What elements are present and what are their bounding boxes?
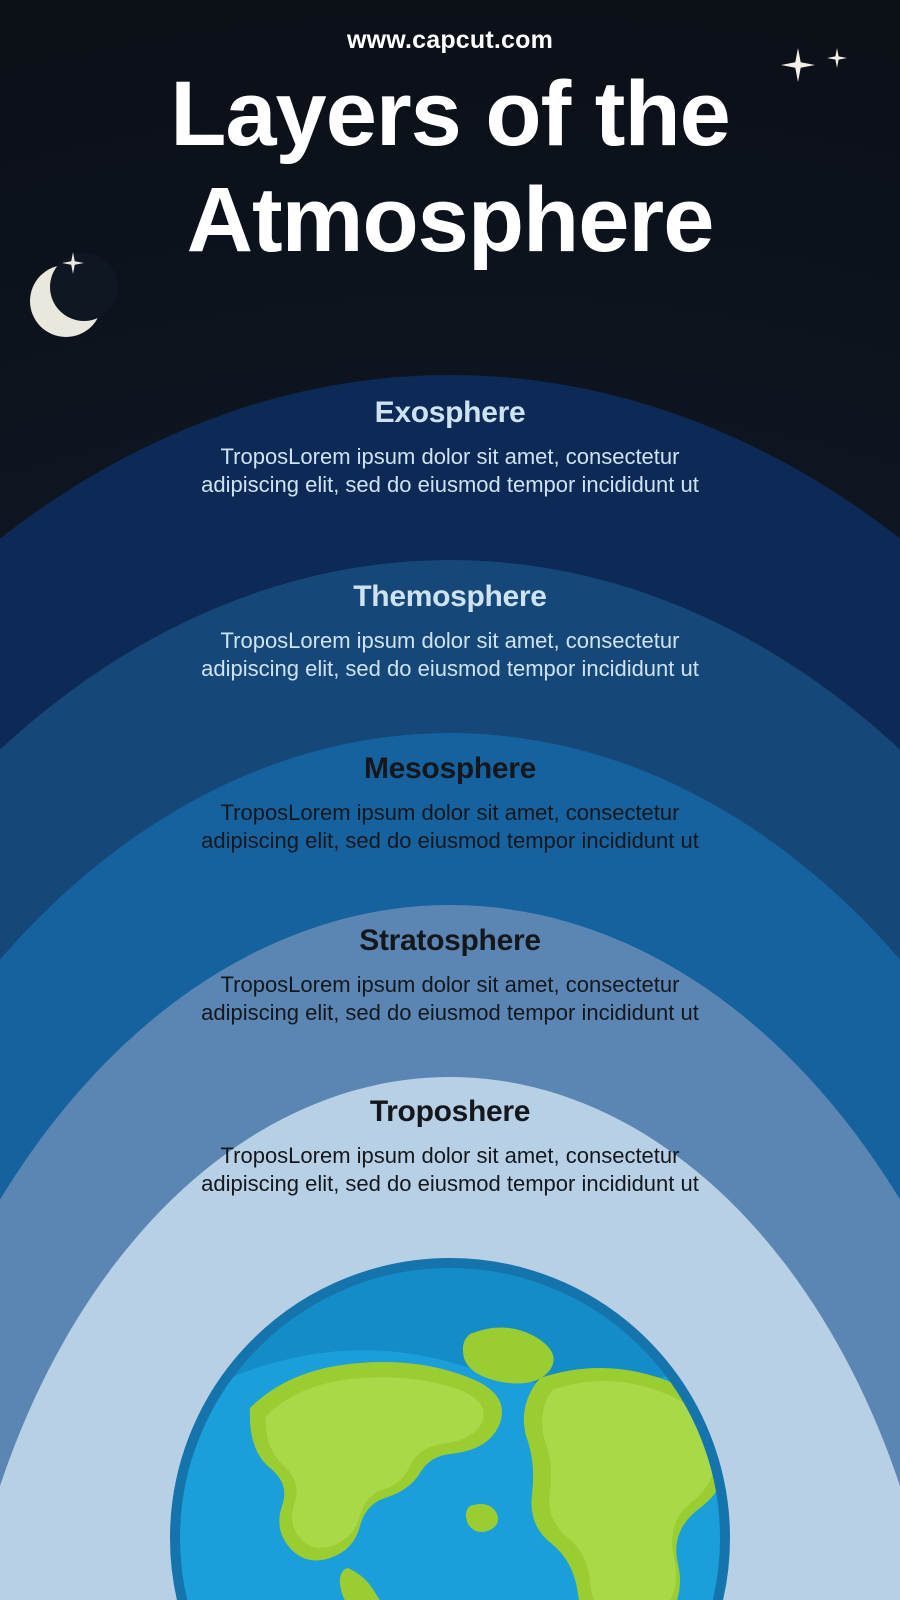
earth-globe-icon bbox=[170, 1258, 730, 1600]
layer-label-mesosphere bbox=[190, 752, 710, 855]
layer-name: Troposhere bbox=[369, 1095, 531, 1128]
crescent-moon-icon bbox=[30, 265, 102, 337]
page-title-line-2: Atmosphere bbox=[186, 168, 714, 271]
layer-description: TroposLorem ipsum dolor sit amet, consectetur adipiscing elit, sed do eiusmod tempor incididunt ut bbox=[201, 1143, 699, 1197]
layer-description: TroposLorem ipsum dolor sit amet, consectetur adipiscing elit, sed do eiusmod tempor incididunt ut bbox=[201, 628, 699, 682]
layer-label-thermosphere bbox=[190, 580, 710, 683]
layer-description: TroposLorem ipsum dolor sit amet, consectetur adipiscing elit, sed do eiusmod tempor incididunt ut bbox=[201, 444, 699, 498]
layer-label-exosphere bbox=[190, 396, 710, 499]
layer-name: Mesosphere bbox=[363, 752, 537, 785]
layer-label-stratosphere bbox=[190, 924, 710, 1027]
watermark-url: www.capcut.com bbox=[346, 26, 554, 54]
layer-name: Exosphere bbox=[374, 396, 526, 429]
layer-description: TroposLorem ipsum dolor sit amet, consectetur adipiscing elit, sed do eiusmod tempor incididunt ut bbox=[201, 972, 699, 1026]
layer-name: Themosphere bbox=[353, 580, 547, 613]
layer-name: Stratosphere bbox=[359, 924, 541, 957]
page-title bbox=[0, 62, 900, 274]
layer-description: TroposLorem ipsum dolor sit amet, consectetur adipiscing elit, sed do eiusmod tempor incididunt ut bbox=[201, 800, 699, 854]
page-title-line-1: Layers of the bbox=[170, 63, 730, 165]
layer-label-troposphere bbox=[190, 1095, 710, 1198]
